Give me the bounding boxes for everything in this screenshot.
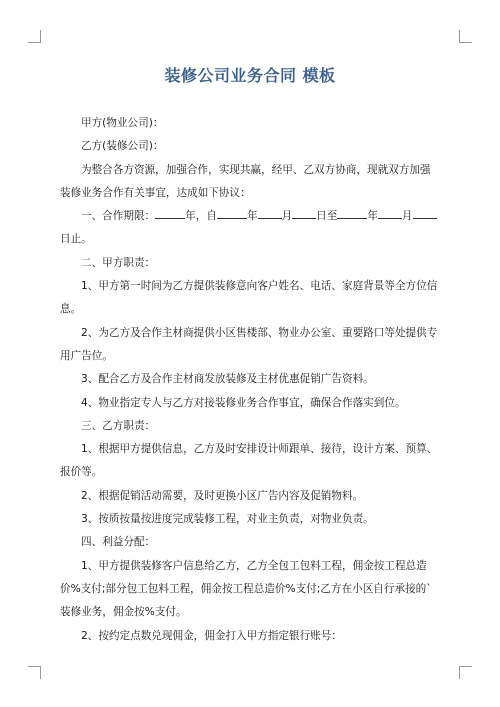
blank-end-day [413, 206, 437, 219]
party-b-duties-heading: 三、乙方职责： [81, 419, 156, 432]
party-a-line: 甲方(物业公司)： [81, 117, 164, 129]
party-a-duty-1: 1、甲方第一时间为乙方提供装修意向客户姓名、电话、家庭背景等全方位信息。 [60, 280, 438, 316]
term-month-label: 月 [281, 210, 293, 223]
term-line [60, 205, 440, 252]
blank-end-year [337, 206, 367, 219]
term-prefix: 一、合作期限： [81, 210, 156, 223]
blank-start-year [217, 206, 247, 219]
term-month2-label: 月 [401, 210, 413, 223]
party-a-duty-2: 2、为乙方及合作主材商提供小区售楼部、物业办公室、重要路口等处提供专用广告位。 [60, 326, 438, 362]
party-b-duty-2: 2、根据促销活动需要，及时更换小区广告内容及促销物料。 [81, 489, 364, 502]
crop-mark-bottom-right [459, 666, 472, 679]
party-b-duty-1: 1、根据甲方提供信息，乙方及时安排设计师跟单、接待，设计方案、预算、报价等。 [60, 443, 438, 479]
term-year3-label: 年 [367, 210, 378, 223]
party-a-duty-4: 4、物业指定专人与乙方对接装修业务合作事宜，确保合作落实到位。 [81, 396, 406, 409]
crop-mark-bottom-left [28, 666, 41, 679]
intro-paragraph: 为整合各方资源，加强合作，实现共赢，经甲、乙双方协商，现就双方加强装修业务合作有关事宜，达成如下协议： [60, 163, 431, 199]
term-year-label: 年，自 [185, 210, 217, 223]
party-a-duty-3: 3、配合乙方及合作主材商发放装修及主材优惠促销广告资料。 [81, 373, 374, 386]
blank-years [155, 206, 185, 219]
blank-end-month [378, 206, 402, 219]
document-body [60, 112, 440, 648]
party-b-duty-3: 3、按质按量按进度完成装修工程，对业主负责，对物业负责。 [81, 513, 374, 526]
term-day-to-label: 日至 [316, 210, 338, 223]
profit-heading: 四、利益分配： [81, 536, 156, 549]
crop-mark-top-left [28, 30, 41, 43]
profit-clause-2: 2、按约定点数兑现佣金，佣金打入甲方指定银行账号： [81, 629, 342, 642]
profit-clause-1: 1、甲方提供装修客户信息给乙方，乙方全包工包料工程，佣金按工程总造价%支付;部分包工包料工程，佣金按工程总造价%支付;乙方在小区自行承接的`装修业务，佣金按%支付。 [60, 559, 432, 619]
crop-mark-top-right [459, 30, 472, 43]
term-day-end-label: 日止。 [60, 233, 92, 246]
term-year2-label: 年 [246, 210, 258, 223]
party-a-duties-heading: 二、甲方职责： [81, 256, 156, 269]
party-b-line: 乙方(装修公司)： [81, 140, 164, 153]
blank-start-month [258, 206, 282, 219]
blank-start-day [292, 206, 316, 219]
document-title: 装修公司业务合同 模板 [164, 66, 336, 85]
